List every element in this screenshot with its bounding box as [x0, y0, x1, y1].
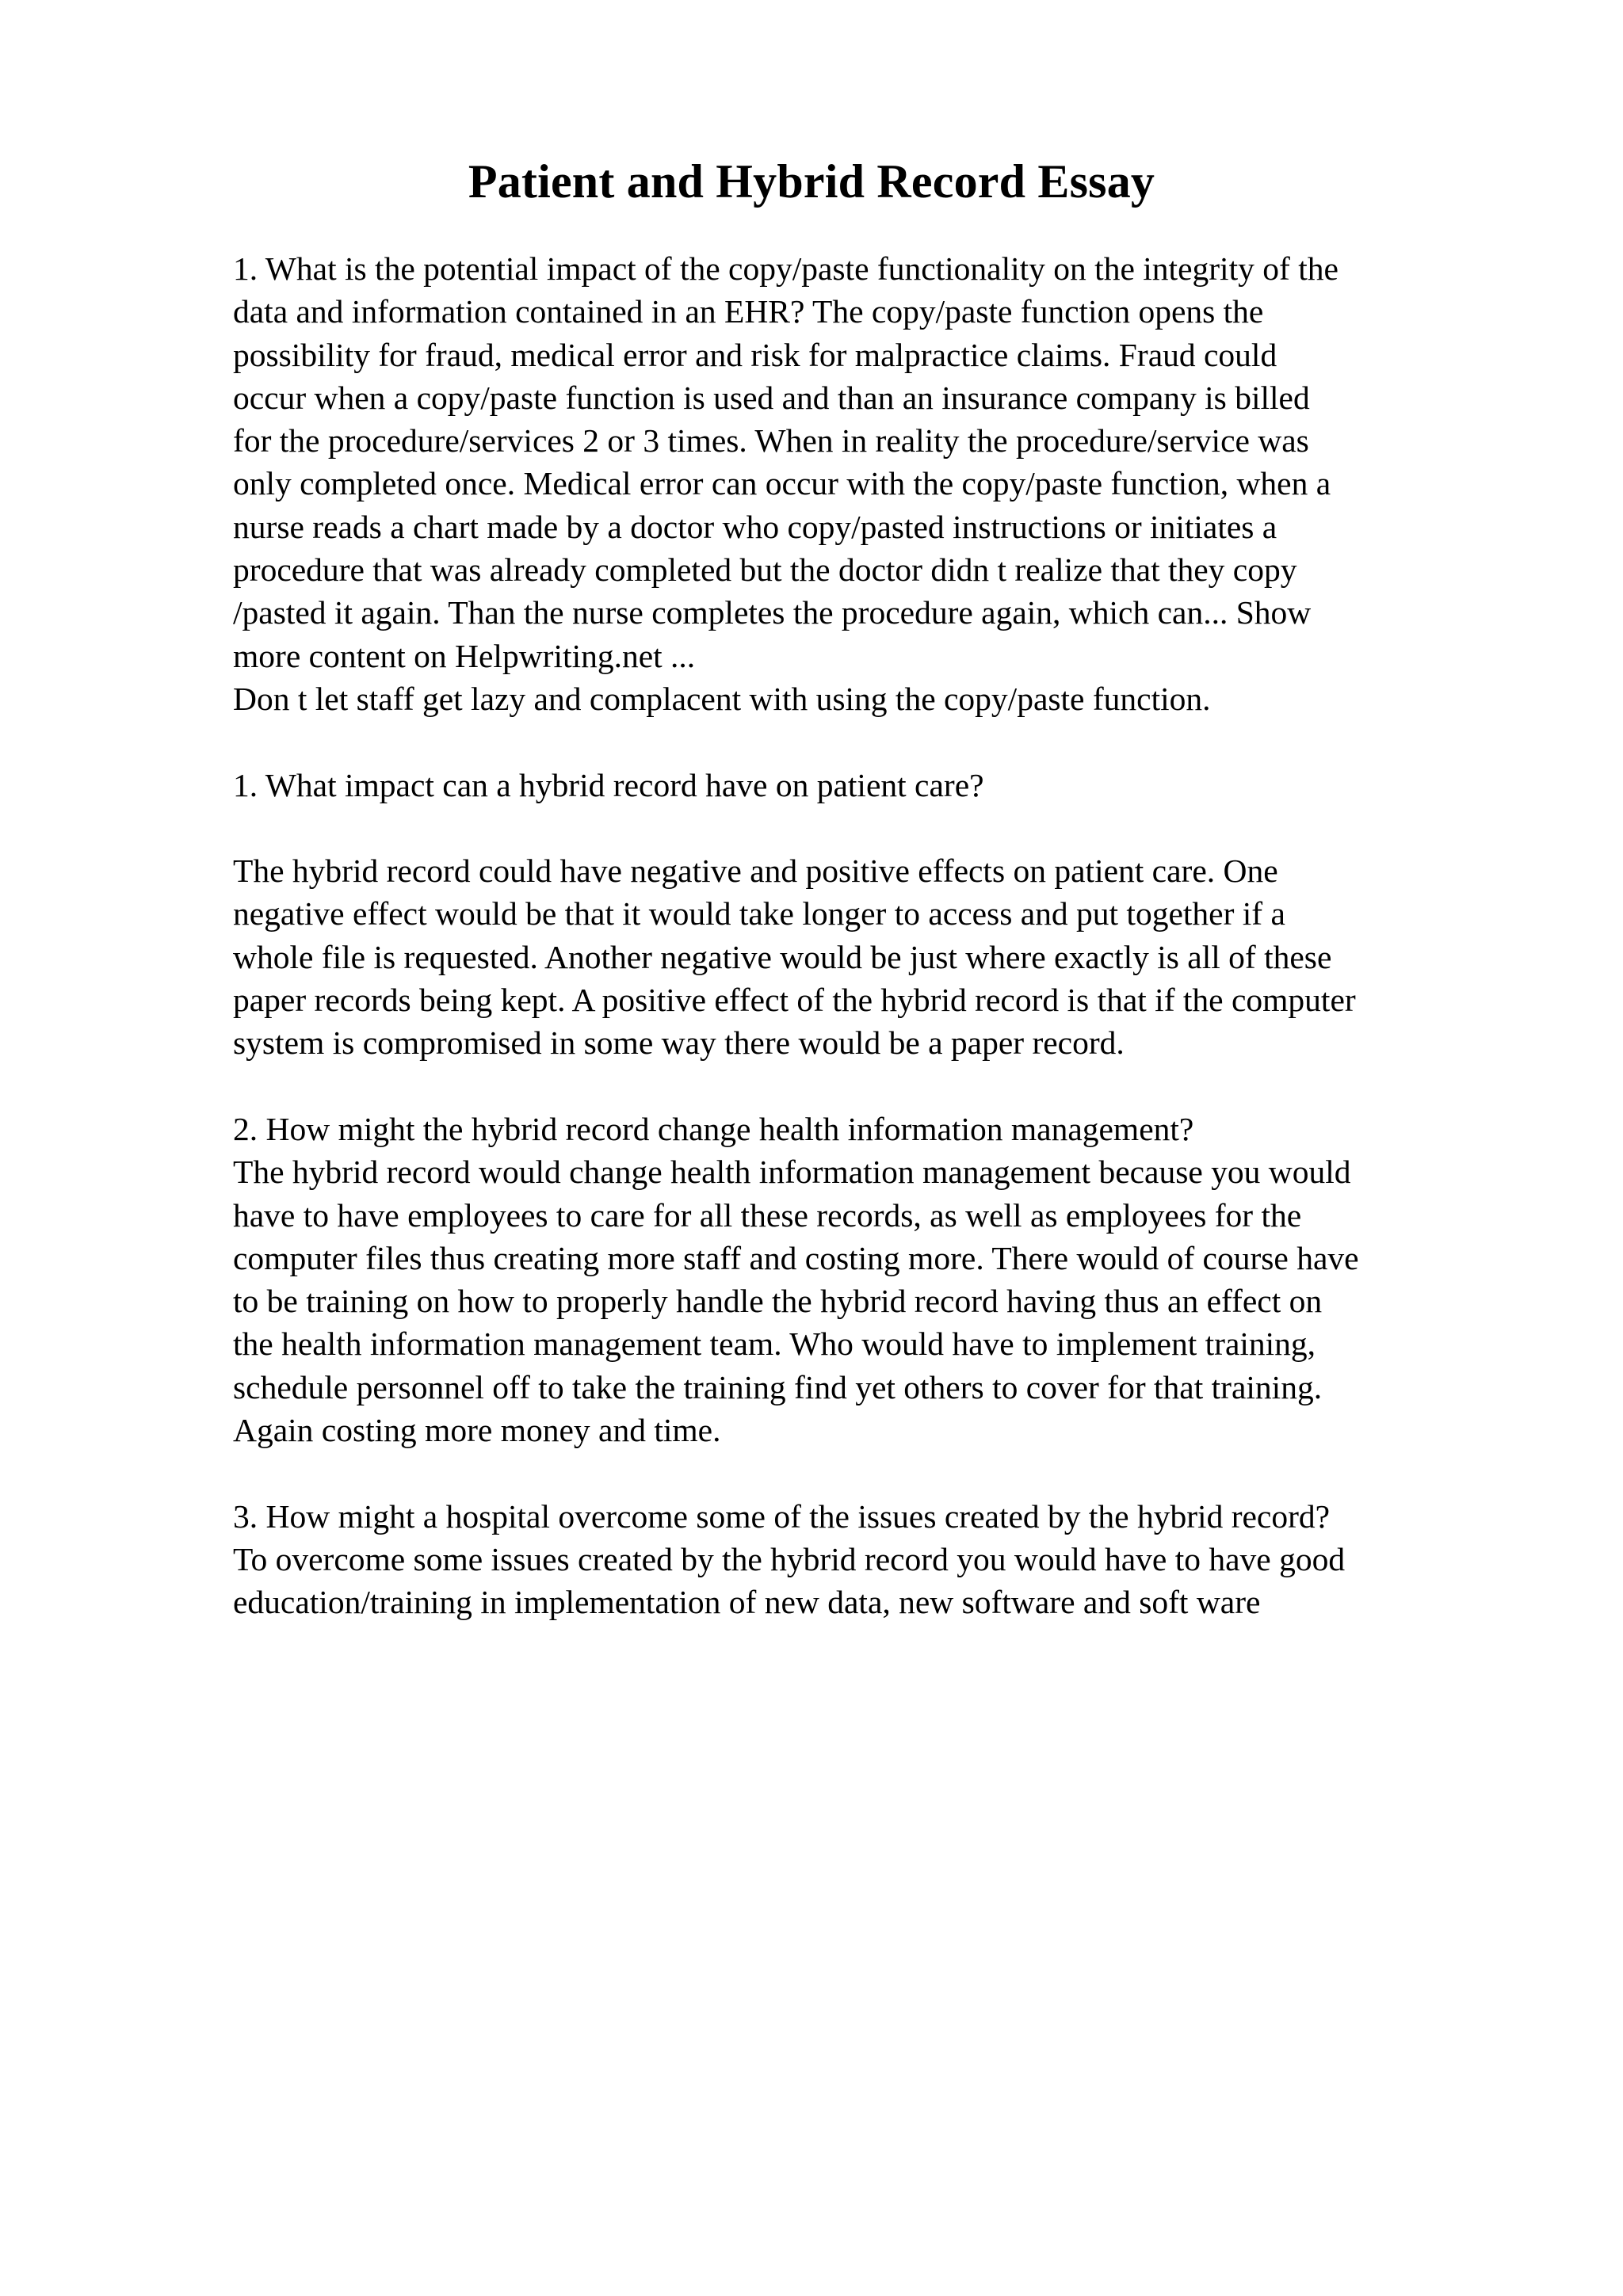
text-line: whole file is requested. Another negative would be just where exactly is all of these — [233, 938, 1332, 975]
essay-body — [233, 247, 1517, 1624]
text-line: 1. What is the potential impact of the copy/paste functionality on the integrity of the — [233, 250, 1338, 287]
text-line: to be training on how to properly handle the hybrid record having thus an effect on — [233, 1283, 1323, 1320]
text-line: nurse reads a chart made by a doctor who copy/pasted instructions or initiates a — [233, 508, 1277, 545]
blank-line — [233, 1451, 1517, 1494]
text-line: possibility for fraud, medical error and risk for malpractice claims. Fraud could — [233, 336, 1277, 373]
blank-line — [233, 1065, 1517, 1108]
text-line: only completed once. Medical error can occur with the copy/paste function, when a — [233, 465, 1331, 502]
text-line: /pasted it again. Than the nurse completes the procedure again, which can... Show — [233, 594, 1312, 631]
text-line: for the procedure/services 2 or 3 times. When in reality the procedure/service was — [233, 422, 1309, 460]
text-line: the health information management team. Who would have to implement training, — [233, 1325, 1316, 1363]
text-line: paper records being kept. A positive effect of the hybrid record is that if the computer — [233, 982, 1356, 1019]
text-line: Again costing more money and time. — [233, 1412, 721, 1449]
text-line: The hybrid record could have negative and positive effects on patient care. One — [233, 852, 1278, 890]
blank-line — [233, 720, 1517, 763]
text-line: occur when a copy/paste function is used and than an insurance company is billed — [233, 379, 1310, 416]
question-heading: 3. How might a hospital overcome some of the issues created by the hybrid record? — [233, 1497, 1331, 1535]
text-line: schedule personnel off to take the training find yet others to cover for that training. — [233, 1368, 1323, 1405]
text-line: negative effect would be that it would take longer to access and put together if a — [233, 895, 1285, 933]
text-line: computer files thus creating more staff and costing more. There would of course have — [233, 1239, 1359, 1276]
blank-line — [233, 807, 1517, 849]
text-line: have to have employees to care for all these records, as well as employees for the — [233, 1196, 1302, 1234]
text-line: system is compromised in some way there would be a paper record. — [233, 1024, 1125, 1062]
text-line: data and information contained in an EHR? The copy/paste function opens the — [233, 293, 1264, 330]
question-heading: 2. How might the hybrid record change health information management? — [233, 1110, 1194, 1147]
text-line: The hybrid record would change health information management because you would — [233, 1154, 1351, 1191]
text-line: education/training in implementation of new data, new software and soft ware — [233, 1584, 1261, 1621]
question-heading: 1. What impact can a hybrid record have on patient care? — [233, 766, 984, 803]
text-line: more content on Helpwriting.net ... — [233, 637, 696, 674]
text-line: Don t let staff get lazy and complacent with using the copy/paste function. — [233, 680, 1211, 717]
text-line: To overcome some issues created by the hybrid record you would have to have good — [233, 1540, 1346, 1577]
page-title: Patient and Hybrid Record Essay — [468, 155, 1155, 208]
text-line: procedure that was already completed but the doctor didn t realize that they copy — [233, 551, 1297, 589]
